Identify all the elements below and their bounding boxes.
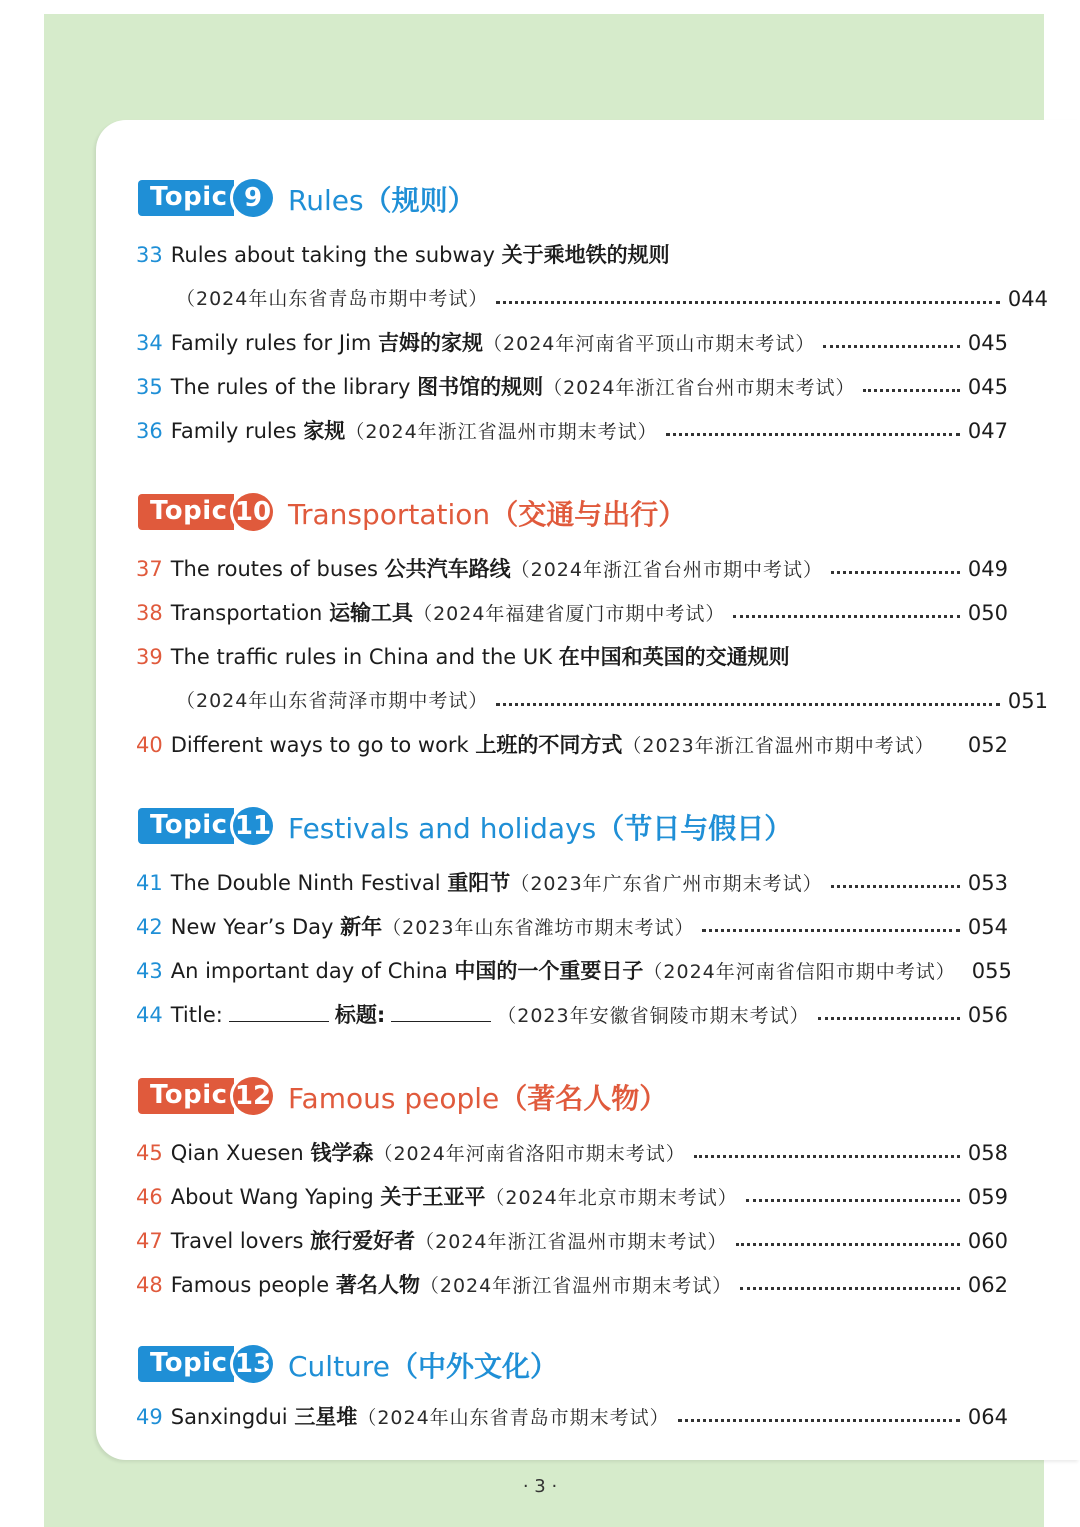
- topic-badge: [138, 180, 234, 216]
- toc-entry-39[interactable]: [136, 640, 1008, 674]
- topic-number: 9: [230, 176, 276, 220]
- toc-entry-45[interactable]: [136, 1136, 1008, 1170]
- topic-title: [288, 1077, 667, 1117]
- dot-leader: [831, 569, 960, 574]
- entry-page: 049: [967, 557, 1008, 581]
- paren-open: （: [499, 1082, 528, 1115]
- entry-title-cn: 三星堆: [294, 1404, 358, 1429]
- entry-exam: （2023年山东省潍坊市期末考试）: [382, 916, 695, 939]
- title-blank-line: [229, 1003, 329, 1022]
- topic-badge: [138, 808, 234, 844]
- entry-page: 045: [967, 331, 1008, 355]
- entry-title-en: Qian Xuesen: [170, 1140, 304, 1165]
- entry-exam: （2024年浙江省温州市期末考试）: [415, 1230, 728, 1253]
- entry-title-cn: 关于乘地铁的规则: [501, 243, 670, 267]
- entry-title-cn: 公共汽车路线: [384, 556, 511, 581]
- topic-badge: [138, 1078, 234, 1114]
- toc-entry-44[interactable]: [136, 998, 1008, 1032]
- entry-exam: （2023年安徽省铜陵市期末考试）: [497, 1004, 810, 1027]
- entry-page: 055: [971, 959, 1012, 983]
- entry-page: 052: [967, 733, 1008, 757]
- topic-word: Topic: [150, 182, 228, 212]
- toc-entry-42[interactable]: [136, 910, 1008, 944]
- dot-leader: [736, 1241, 960, 1246]
- toc-entry-38[interactable]: [136, 596, 1008, 630]
- entry-title-en: The rules of the library: [170, 374, 411, 399]
- entry-title-cn: 新年: [340, 914, 383, 939]
- topic-word: Topic: [150, 1348, 228, 1378]
- entry-title-en: Sanxingdui: [170, 1404, 288, 1429]
- toc-entry-40[interactable]: [136, 728, 1008, 762]
- topic-title: [288, 807, 792, 847]
- topic-title: [288, 179, 476, 219]
- dot-leader: [678, 1417, 960, 1422]
- toc-entry-46[interactable]: [136, 1180, 1008, 1214]
- topic-10-section: [96, 490, 1080, 757]
- topic-badge: [138, 1346, 234, 1382]
- topic-title-en: Transportation: [288, 498, 491, 531]
- entry-title-en: Different ways to go to work: [170, 732, 469, 757]
- dot-leader: [746, 1197, 960, 1202]
- entry-number: 34: [136, 330, 163, 355]
- entry-title-en: Transportation: [170, 600, 323, 625]
- topic-number: 10: [230, 490, 276, 534]
- entry-number: 46: [136, 1184, 163, 1209]
- topic-9-header: [96, 176, 1080, 226]
- toc-entry-47[interactable]: [136, 1224, 1008, 1258]
- entry-exam: （2024年山东省青岛市期末考试）: [357, 1406, 670, 1429]
- toc-entry-37[interactable]: [136, 552, 1008, 586]
- entry-title-en: Family rules: [170, 418, 297, 443]
- entry-exam: （2024年河南省洛阳市期末考试）: [373, 1142, 686, 1165]
- entry-number: 36: [136, 418, 163, 443]
- entry-exam: （2023年浙江省温州市期中考试）: [622, 734, 935, 757]
- topic-title-cn: 交通与出行: [518, 498, 659, 531]
- topic-title: [288, 1345, 558, 1385]
- toc-entry-35[interactable]: [136, 370, 1008, 404]
- entry-title-cn: 中国的一个重要日子: [454, 958, 644, 983]
- topic-word: Topic: [150, 1080, 228, 1110]
- entry-title-en: Rules about taking the subway: [170, 243, 495, 267]
- paren-close: ）: [639, 1082, 668, 1115]
- dot-leader: [496, 701, 1000, 706]
- entry-exam: （2024年浙江省台州市期末考试）: [543, 376, 856, 399]
- entry-number: 33: [136, 243, 163, 267]
- topic-12-header: [96, 1074, 1080, 1124]
- toc-entry-39-line2[interactable]: [136, 684, 1048, 718]
- entry-exam: （2024年山东省青岛市期中考试）: [176, 288, 489, 310]
- entry-title-cn: 关于王亚平: [380, 1184, 486, 1209]
- topic-word: Topic: [150, 810, 228, 840]
- paren-close: ）: [764, 812, 793, 845]
- toc-entry-41[interactable]: [136, 866, 1008, 900]
- entry-number: 43: [136, 958, 163, 983]
- topic-word: Topic: [150, 496, 228, 526]
- title-blank-line: [391, 1003, 491, 1022]
- dot-leader: [666, 431, 960, 436]
- entry-page: 060: [967, 1229, 1008, 1253]
- entry-page: 058: [967, 1141, 1008, 1165]
- entry-title-en: About Wang Yaping: [170, 1184, 374, 1209]
- page-number: · 3 ·: [522, 1476, 558, 1497]
- dot-leader: [496, 299, 1000, 304]
- entry-exam: （2024年浙江省台州市期中考试）: [510, 558, 823, 581]
- entry-title-en: Family rules for Jim: [170, 330, 372, 355]
- entry-number: 49: [136, 1404, 163, 1429]
- entry-title-en: Title:: [170, 1002, 223, 1027]
- entry-page: 045: [967, 375, 1008, 399]
- entry-number: 37: [136, 556, 163, 581]
- paren-open: （: [596, 812, 625, 845]
- topic-11-section: [96, 804, 1080, 1027]
- paren-open: （: [363, 184, 392, 217]
- entry-title-en: The traffic rules in China and the UK: [170, 645, 552, 669]
- entry-title-en: The Double Ninth Festival: [170, 870, 441, 895]
- entry-title-cn: 图书馆的规则: [417, 374, 544, 399]
- topic-title: [288, 493, 686, 533]
- topic-13-header: [96, 1342, 1080, 1392]
- entry-number: 40: [136, 732, 163, 757]
- entry-title-en: Famous people: [170, 1272, 330, 1297]
- dot-leader: [831, 883, 960, 888]
- toc-entry-36[interactable]: [136, 414, 1008, 448]
- toc-entry-34[interactable]: [136, 326, 1008, 360]
- entry-page: 053: [967, 871, 1008, 895]
- toc-entry-43[interactable]: [136, 954, 1012, 988]
- entry-number: 42: [136, 914, 163, 939]
- entry-title-en: New Year’s Day: [170, 914, 334, 939]
- entry-number: 47: [136, 1228, 163, 1253]
- entry-page: 047: [967, 419, 1008, 443]
- entry-exam: （2024年福建省厦门市期中考试）: [413, 602, 726, 625]
- entry-title-en: Travel lovers: [170, 1228, 304, 1253]
- entry-page: 059: [967, 1185, 1008, 1209]
- entry-title-cn: 吉姆的家规: [378, 330, 484, 355]
- toc-entry-49[interactable]: [136, 1400, 1008, 1434]
- entry-title-cn: 在中国和英国的交通规则: [558, 645, 790, 669]
- paren-open: （: [389, 1350, 418, 1383]
- entry-exam: （2023年广东省广州市期末考试）: [510, 872, 823, 895]
- entry-number: 39: [136, 645, 163, 669]
- paren-open: （: [490, 498, 519, 531]
- topic-title-en: Rules: [288, 184, 364, 217]
- topic-title-cn: 著名人物: [527, 1082, 640, 1115]
- entry-number: 38: [136, 600, 163, 625]
- entry-number: 44: [136, 1002, 163, 1027]
- topic-number: 12: [230, 1074, 276, 1118]
- entry-page: 044: [1007, 287, 1048, 311]
- toc-entry-33-line2[interactable]: [136, 282, 1048, 316]
- dot-leader: [702, 927, 959, 932]
- dot-leader: [943, 745, 960, 750]
- entry-number: 35: [136, 374, 163, 399]
- entry-title-cn: 旅行爱好者: [310, 1228, 416, 1253]
- topic-title-cn: 节日与假日: [624, 812, 765, 845]
- topic-11-header: [96, 804, 1080, 854]
- toc-entry-33[interactable]: [136, 238, 1008, 272]
- toc-entry-48[interactable]: [136, 1268, 1008, 1302]
- entry-page: 054: [967, 915, 1008, 939]
- entry-exam: （2024年山东省菏泽市期中考试）: [176, 690, 489, 712]
- dot-leader: [863, 387, 959, 392]
- entry-number: 48: [136, 1272, 163, 1297]
- entry-page: 056: [967, 1003, 1008, 1027]
- entry-page: 064: [967, 1405, 1008, 1429]
- contents-card: [96, 120, 1080, 1460]
- entry-title-cn: 运输工具: [329, 600, 414, 625]
- entry-number: 41: [136, 870, 163, 895]
- paren-close: ）: [447, 184, 476, 217]
- paren-close: ）: [658, 498, 687, 531]
- topic-title-en: Festivals and holidays: [288, 812, 597, 845]
- entry-exam: （2024年河南省信阳市期中考试）: [643, 960, 956, 983]
- entry-title-cn: 著名人物: [335, 1272, 420, 1297]
- entry-page: 050: [967, 601, 1008, 625]
- dot-leader: [823, 343, 960, 348]
- dot-leader: [733, 613, 959, 618]
- entry-number: 45: [136, 1140, 163, 1165]
- topic-13-section: [96, 1342, 1080, 1429]
- topic-9-section: [96, 176, 1080, 443]
- entry-title-cn: 家规: [303, 418, 346, 443]
- dot-leader: [694, 1153, 960, 1158]
- entry-exam: （2024年浙江省温州市期末考试）: [345, 420, 658, 443]
- entry-title-cn: 钱学森: [310, 1140, 374, 1165]
- entry-exam: （2024年河南省平顶山市期末考试）: [483, 332, 816, 355]
- topic-title-cn: 中外文化: [417, 1350, 530, 1383]
- topic-title-cn: 规则: [391, 184, 448, 217]
- topic-10-header: [96, 490, 1080, 540]
- entry-exam: （2024年北京市期末考试）: [485, 1186, 738, 1209]
- entry-page: 051: [1007, 689, 1048, 713]
- entry-page: 062: [967, 1273, 1008, 1297]
- entry-title-en: The routes of buses: [170, 556, 378, 581]
- topic-12-section: [96, 1074, 1080, 1297]
- topic-number: 11: [230, 804, 276, 848]
- entry-title-cn: 标题:: [334, 1002, 386, 1027]
- entry-title-cn: 上班的不同方式: [475, 732, 623, 757]
- dot-leader: [740, 1285, 960, 1290]
- entry-title-cn: 重阳节: [447, 870, 511, 895]
- paren-close: ）: [529, 1350, 558, 1383]
- dot-leader: [818, 1015, 960, 1020]
- topic-number: 13: [230, 1342, 276, 1386]
- topic-title-en: Famous people: [288, 1082, 500, 1115]
- topic-title-en: Culture: [288, 1350, 390, 1383]
- topic-badge: [138, 494, 234, 530]
- entry-title-en: An important day of China: [170, 958, 448, 983]
- entry-exam: （2024年浙江省温州市期末考试）: [419, 1274, 733, 1297]
